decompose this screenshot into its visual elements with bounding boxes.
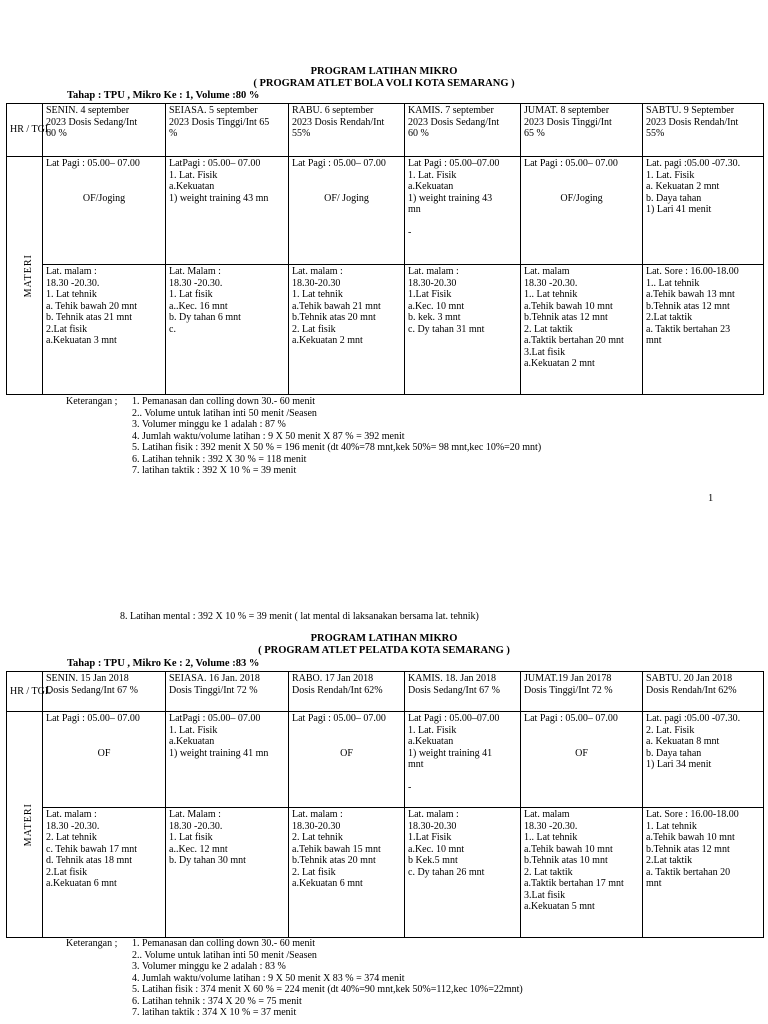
schedule-line: Lat. malam [524,809,570,820]
schedule-line: b.Tehnik atas 12 mnt [524,312,608,323]
schedule-line: 2. Lat tehnik [46,832,97,843]
note-item: 2.. Volume untuk latihan inti 50 menit /Seasen [132,407,317,419]
schedule-line: Lat Pagi : 05.00– 07.00 [46,158,140,169]
schedule-line: Lat. Malam : [169,266,221,277]
page-number: 1 [708,493,714,504]
note-item: 4. Jumlah waktu/volume latihan : 9 X 50 menit X 83 % = 374 menit [132,972,405,984]
schedule-line: 1. Lat. Fisik [408,169,457,181]
schedule-line: c. Dy tahan 31 mnt [408,323,485,335]
note-item: 2.. Volume untuk latihan inti 50 menit /Seasen [132,949,317,961]
note-item: 7. latihan taktik : 392 X 10 % = 39 menit [132,465,297,476]
schedule-line: b. Dy tahan 30 mnt [169,855,246,866]
notes-label: Keterangan ; [66,938,118,949]
row-header-cell [7,672,51,712]
schedule-line: Lat Pagi : 05.00– 07.00 [524,713,618,724]
schedule-line: 1) weight training 43 [408,192,493,204]
schedule-line: a.Kekuatan 6 mnt [46,878,117,889]
day-line: 55% [646,128,665,139]
day-line: 2023 Dosis Sedang/Int [46,116,138,128]
note-item: 4. Jumlah waktu/volume latihan : 9 X 50 menit X 87 % = 392 menit [132,430,405,442]
schedule-line: 1) Lari 41 menit [646,204,712,215]
schedule-line: a.Tehik bawah 13 mnt [646,289,735,300]
schedule-line: c. [169,323,176,335]
schedule-line: mn [408,204,421,215]
schedule-line: mnt [646,878,662,889]
day-line: 2023 Dosis Sedang/Int [408,116,500,128]
schedule-line: 2.Lat fisik [46,323,88,335]
schedule-line: OF/Joging [82,192,126,204]
schedule-line: - [408,227,412,238]
schedule-line: a.Tehik bawah 10 mnt [524,843,613,855]
day-cell [166,672,289,712]
schedule-line: b.Tehnik atas 20 mnt [292,312,376,323]
day-line: RABU. 6 september [292,105,374,116]
evening-cell [289,265,405,395]
day-line: 2023 Dosis Rendah/Int [646,116,739,128]
schedule-line [408,771,517,783]
day-line: SENIN. 4 september [46,105,130,116]
schedule-line: 1. Lat. Fisik [646,169,695,181]
schedule-line: a.Kekuatan 2 mnt [292,335,363,346]
schedule-line: 1. Lat. Fisik [408,724,457,736]
evening-cell [405,808,521,938]
schedule-line: b. Daya tahan [646,192,702,204]
schedule-line: 2.Lat taktik [646,855,693,866]
evening-cell [43,265,166,395]
evening-cell [289,808,405,938]
schedule-line [292,181,401,193]
schedule-line [524,170,639,182]
schedule-line: a. Taktik bertahan 23 [646,323,731,335]
evening-row [7,808,764,938]
note-item: 3. Volumer minggu ke 2 adalah : 83 % [132,961,286,972]
schedule-line: OF/ Joging [324,192,369,204]
evening-cell [43,808,166,938]
day-line: KAMIS. 7 september [408,105,494,116]
schedule-line: a.Taktik bertahan 17 mnt [524,878,624,889]
day-cell [289,104,405,157]
schedule-line: 2.Lat fisik [46,866,88,878]
schedule-line: a.Kekuatan [169,736,215,747]
day-line: JUMAT. 8 september [524,105,610,116]
schedule-line: 1) weight training 41 mn [169,747,269,759]
schedule-line [292,736,401,748]
schedule-line: OF [575,747,588,759]
morning-cell [405,712,521,808]
schedule-line: Lat Pagi : 05.00– 07.00 [524,158,618,169]
schedule-line: 2. Lat. Fisik [646,724,695,736]
schedule-line [524,736,639,748]
day-cell [405,104,521,157]
note-item: 1. Pemanasan dan colling down 30.- 60 menit [132,938,316,949]
day-line: 2023 Dosis Tinggi/Int 65 [169,116,270,128]
schedule-line: 1. Lat fisik [169,289,213,300]
schedule-line: c. Tehik bawah 17 mnt [46,843,138,855]
schedule-line: a.Kekuatan 2 mnt [524,358,595,369]
schedule-line [46,170,162,182]
schedule-line: Lat. malam [524,266,570,277]
materi-cell [7,712,43,938]
schedule-line: - [408,782,412,793]
day-line: Dosis Sedang/Int 67 % [46,684,138,696]
morning-cell [521,157,643,265]
schedule-line: a.Tehik bawah 10 mnt [646,832,735,843]
schedule-line: Lat Pagi : 05.00– 07.00 [292,158,386,169]
schedule-line: a.Tehik bawah 15 mnt [292,843,381,855]
schedule-line: OF/Joging [560,192,603,204]
materi-label: MATERI [22,802,34,847]
day-line: SEIASA. 5 september [169,105,258,116]
morning-cell [643,712,764,808]
schedule-line: 1.Lat Fisik [408,289,452,300]
schedule-line: OF [97,747,111,759]
evening-cell [643,808,764,938]
schedule-line [292,170,401,182]
note-item: 5. Latihan fisik : 374 menit X 60 % = 224 menit (dt 40%=90 mnt,kek 50%=112,kec 10%=22mnt) [132,984,523,995]
row-header-label: HR / TGL [10,124,51,136]
day-line: SABTU. 9 September [646,105,735,116]
schedule-line: Lat. Sore : 16.00-18.00 [646,809,739,820]
schedule-line: 18.30 -20.30. [524,277,578,289]
schedule-line: Lat. malam : [292,809,343,820]
note-item: 1. Pemanasan dan colling down 30.- 60 menit [132,396,316,407]
day-line: 55% [292,128,311,139]
schedule-line: 2. Lat tehnik [292,832,343,843]
day-line: 60 % [408,128,429,139]
day-cell [521,672,643,712]
schedule-line: 1.. Lat tehnik [646,277,700,289]
day-line: RABO. 17 Jan 2018 [292,673,374,684]
schedule-line: OF [340,747,353,759]
morning-cell [166,712,289,808]
schedule-line: 18.30 -20.30. [169,820,223,832]
schedule-line: 1) Lari 34 menit [646,759,712,770]
day-line: % [169,128,178,139]
schedule-line: a.Kekuatan 6 mnt [292,878,363,889]
schedule-line: 1) weight training 43 mn [169,192,269,204]
schedule-line: Lat. Sore : 16.00-18.00 [646,266,739,277]
evening-cell [166,808,289,938]
day-cell [289,672,405,712]
schedule-line: Lat Pagi : 05.00–07.00 [408,158,500,169]
page-subtitle: ( PROGRAM ATLET BOLA VOLI KOTA SEMARANG ) [253,78,515,89]
day-header-row [7,672,764,712]
day-line: 60 % [46,128,67,139]
morning-cell [43,157,166,265]
schedule-line: a.Tehik bawah 10 mnt [524,300,613,312]
schedule-line: 1.. Lat tehnik [524,289,578,300]
schedule-line: 1. Lat tehnik [646,820,697,832]
schedule-line: mnt [408,759,424,770]
morning-cell [643,157,764,265]
morning-row [7,712,764,808]
day-line: SENIN. 15 Jan 2018 [46,673,129,684]
morning-cell [43,712,166,808]
schedule-line: b. Daya tahan [646,747,702,759]
schedule-line: Lat. pagi :05.00 -07.30. [646,713,741,724]
schedule-line: 18.30 -20.30. [169,277,223,289]
note-item: 7. latihan taktik : 374 X 10 % = 37 menit [132,1007,297,1018]
schedule-line: 1.. Lat tehnik [524,832,578,843]
schedule-line: 1. Lat tehnik [292,289,343,300]
schedule-line: a.Tehik bawah 21 mnt [292,300,381,312]
schedule-line: d. Tehnik atas 18 mnt [46,855,133,866]
page-subtitle: ( PROGRAM ATLET PELATDA KOTA SEMARANG ) [258,645,510,656]
evening-cell [521,808,643,938]
stage-info: Tahap : TPU , Mikro Ke : 2, Volume :83 % [67,658,260,669]
schedule-line: 18.30 -20.30. [46,277,100,289]
note-item: 3. Volumer minggu ke 1 adalah : 87 % [132,419,286,430]
schedule-line: LatPagi : 05.00– 07.00 [169,713,261,724]
schedule-line: 1.Lat Fisik [408,832,452,843]
schedule-line: b. kek. 3 mnt [408,312,461,323]
schedule-line: 1. Lat tehnik [46,289,97,300]
mental-training-note: 8. Latihan mental : 392 X 10 % = 39 menit ( lat mental di laksanakan bersama lat. tehnik) [120,611,479,622]
schedule-line: b.Tehnik atas 12 mnt [646,300,730,312]
schedule-line: Lat. Malam : [169,809,221,820]
schedule-line: 3.Lat fisik [524,346,566,358]
schedule-line: 1. Lat. Fisik [169,724,218,736]
schedule-line: a.Kekuatan [408,736,454,747]
schedule-line: 3.Lat fisik [524,889,566,901]
day-line: 2023 Dosis Tinggi/Int [524,116,612,128]
morning-cell [521,712,643,808]
row-header-label: HR / TGL [10,685,51,697]
evening-cell [166,265,289,395]
schedule-line: b. Tehnik atas 21 mnt [46,312,133,323]
schedule-line: 18.30 -20.30. [524,820,578,832]
schedule-line: 1. Lat fisik [169,832,213,843]
schedule-line [46,725,162,737]
day-line: Dosis Sedang/Int 67 % [408,684,500,696]
schedule-line: a..Kec. 12 mnt [169,843,228,855]
schedule-line [524,181,639,193]
day-cell [643,672,764,712]
day-cell [521,104,643,157]
materi-label: MATERI [22,253,34,298]
evening-row [7,265,764,395]
schedule-line: a. Taktik bertahan 20 [646,866,731,878]
schedule-line: Lat Pagi : 05.00–07.00 [408,713,500,724]
day-line: Dosis Rendah/Int 62% [292,684,383,696]
schedule-line: a. Kekuatan 2 mnt [646,181,720,192]
schedule-line [46,736,162,748]
schedule-line: 2. Lat fisik [292,323,336,335]
schedule-line: a.Kekuatan [408,181,454,192]
day-cell [643,104,764,157]
schedule-line: 18.30-20.30 [408,277,457,289]
morning-cell [166,157,289,265]
schedule-line: 2.Lat taktik [646,312,693,323]
day-cell [43,104,166,157]
schedule-table [6,671,764,938]
schedule-line: 1. Lat. Fisik [169,169,218,181]
day-line: 65 % [524,128,545,139]
note-item: 6. Latihan tehnik : 374 X 20 % = 75 menit [132,995,302,1007]
day-line: Dosis Tinggi/Int 72 % [169,684,258,696]
schedule-line: b.Tehnik atas 20 mnt [292,855,376,866]
page-title: PROGRAM LATIHAN MIKRO [310,633,458,644]
day-line: 2023 Dosis Rendah/Int [292,116,385,128]
schedule-line: b. Dy tahan 6 mnt [169,312,241,323]
schedule-line [46,181,162,193]
schedule-line: a.Kekuatan 5 mnt [524,901,595,912]
schedule-line: 18.30-20.30 [408,820,457,832]
schedule-line: a.Taktik bertahan 20 mnt [524,335,624,346]
day-cell [405,672,521,712]
schedule-line: a..Kec. 16 mnt [169,300,228,312]
schedule-line: c. Dy tahan 26 mnt [408,866,485,878]
morning-row [7,157,764,265]
schedule-line: 2. Lat taktik [524,323,573,335]
notes-label: Keterangan ; [66,396,118,407]
row-header-cell [7,104,51,157]
evening-cell [405,265,521,395]
schedule-line [524,725,639,737]
day-line: KAMIS. 18. Jan 2018 [408,673,497,684]
schedule-line: Lat. pagi :05.00 -07.30. [646,158,741,169]
day-cell [166,104,289,157]
schedule-line: 1) weight training 41 [408,747,493,759]
schedule-table [6,103,764,395]
schedule-line [292,725,401,737]
stage-info: Tahap : TPU , Mikro Ke : 1, Volume :80 % [67,90,260,101]
morning-cell [289,712,405,808]
schedule-line: Lat Pagi : 05.00– 07.00 [292,713,386,724]
day-line: SEIASA. 16 Jan. 2018 [169,673,260,684]
day-cell [43,672,166,712]
note-item: 5. Latihan fisik : 392 menit X 50 % = 196 menit (dt 40%=78 mnt,kek 50%= 98 mnt,kec 10%=20 mnt) [132,442,542,453]
schedule-line [408,216,517,228]
schedule-line: Lat. malam : [46,266,97,277]
evening-cell [521,265,643,395]
schedule-line: b Kek.5 mnt [408,855,458,866]
morning-cell [405,157,521,265]
schedule-line: Lat. malam : [46,809,97,820]
schedule-line: a. Kekuatan 8 mnt [646,736,720,747]
schedule-line: Lat Pagi : 05.00– 07.00 [46,713,140,724]
schedule-line: a.Kec. 10 mnt [408,843,465,855]
morning-cell [289,157,405,265]
note-item: 6. Latihan tehnik : 392 X 30 % = 118 menit [132,453,307,465]
day-line: Dosis Rendah/Int 62% [646,684,737,696]
schedule-line: b.Tehnik atas 12 mnt [646,843,730,855]
page-title: PROGRAM LATIHAN MIKRO [310,66,458,77]
schedule-line: a.Kekuatan 3 mnt [46,335,117,346]
schedule-line: Lat. malam : [408,809,459,820]
schedule-line: LatPagi : 05.00– 07.00 [169,158,261,169]
schedule-line: b.Tehnik atas 10 mnt [524,855,608,866]
schedule-line: mnt [646,335,662,346]
schedule-line: a. Tehik bawah 20 mnt [46,300,138,312]
day-line: Dosis Tinggi/Int 72 % [524,684,613,696]
evening-cell [643,265,764,395]
schedule-line: 18.30 -20.30. [46,820,100,832]
schedule-line: a.Kec. 10 mnt [408,300,465,312]
day-line: SABTU. 20 Jan 2018 [646,673,733,684]
schedule-line: a.Kekuatan [169,181,215,192]
schedule-line: Lat. malam : [292,266,343,277]
schedule-line: 2. Lat taktik [524,866,573,878]
materi-cell [7,157,43,395]
day-header-row [7,104,764,157]
schedule-line: 18.30-20.30 [292,277,341,289]
schedule-line: 2. Lat fisik [292,866,336,878]
schedule-line: 18.30-20.30 [292,820,341,832]
schedule-line: Lat. malam : [408,266,459,277]
day-line: JUMAT.19 Jan 20178 [524,673,612,684]
